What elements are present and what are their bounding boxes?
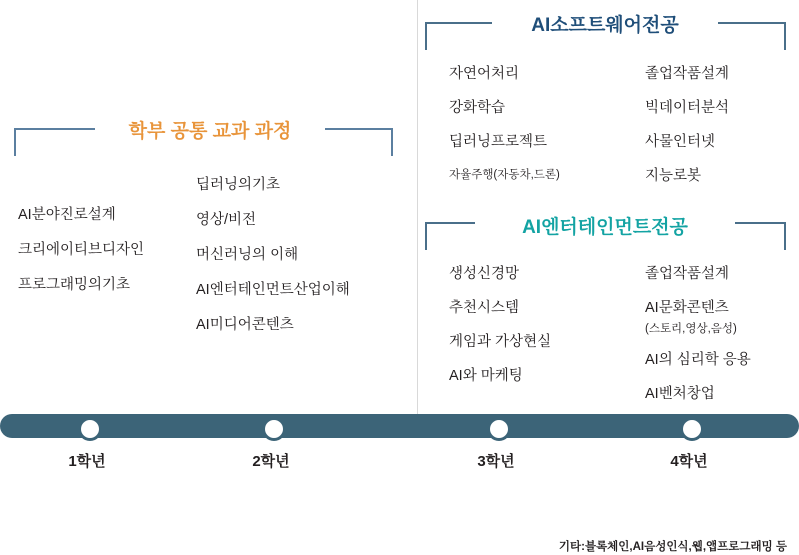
course-item: 지능로봇: [645, 168, 702, 184]
course-item: 딥러닝프로젝트: [449, 134, 548, 150]
entertainment-major-title: AI엔터테인먼트전공: [522, 217, 688, 238]
course-item: 생성신경망: [449, 266, 520, 282]
course-item: 프로그래밍의기초: [18, 277, 131, 293]
course-item: (스토리,영상,음성): [645, 323, 737, 335]
software-major-title: AI소프트웨어전공: [531, 15, 679, 36]
course-item: 딥러닝의기초: [196, 177, 281, 193]
course-item: 자연어처리: [449, 66, 520, 82]
timeline-node-year4: [680, 417, 704, 441]
course-item: 사물인터넷: [645, 134, 716, 150]
timeline-label-year2: 2학년: [252, 453, 290, 470]
footnote-other-courses: 기타:블록체인,AI음성인식,웹,앱프로그래밍 등: [558, 541, 787, 553]
course-item: AI엔터테인먼트산업이해: [196, 282, 350, 298]
course-item: 영상/비전: [196, 212, 257, 228]
common-curriculum-title: 학부 공통 교과 과정: [128, 121, 292, 142]
course-item: 빅데이터분석: [645, 100, 730, 116]
course-item: AI분야진로설계: [18, 207, 116, 223]
timeline-label-year1: 1학년: [68, 453, 106, 470]
timeline-label-year3: 3학년: [477, 453, 515, 470]
course-item: 강화학습: [449, 100, 506, 116]
course-item: 졸업작품설계: [645, 66, 730, 82]
timeline-node-year3: [487, 417, 511, 441]
course-item: AI의 심리학 응용: [645, 352, 751, 368]
course-item: 자율주행(자동차,드론): [449, 169, 560, 181]
course-item: 크리에이티브디자인: [18, 242, 145, 258]
course-item: 추천시스템: [449, 300, 520, 316]
course-item: 졸업작품설계: [645, 266, 730, 282]
timeline-bar: [0, 414, 799, 438]
timeline-node-year1: [78, 417, 102, 441]
course-item: AI와 마케팅: [449, 368, 523, 384]
course-item: AI벤처창업: [645, 386, 715, 402]
course-item: 머신러닝의 이해: [196, 247, 299, 263]
timeline-node-year2: [262, 417, 286, 441]
course-item: AI미디어콘텐츠: [196, 317, 294, 333]
course-item: 게임과 가상현실: [449, 334, 552, 350]
section-divider: [417, 0, 418, 414]
course-item: AI문화콘텐츠: [645, 300, 729, 316]
timeline-label-year4: 4학년: [670, 453, 708, 470]
